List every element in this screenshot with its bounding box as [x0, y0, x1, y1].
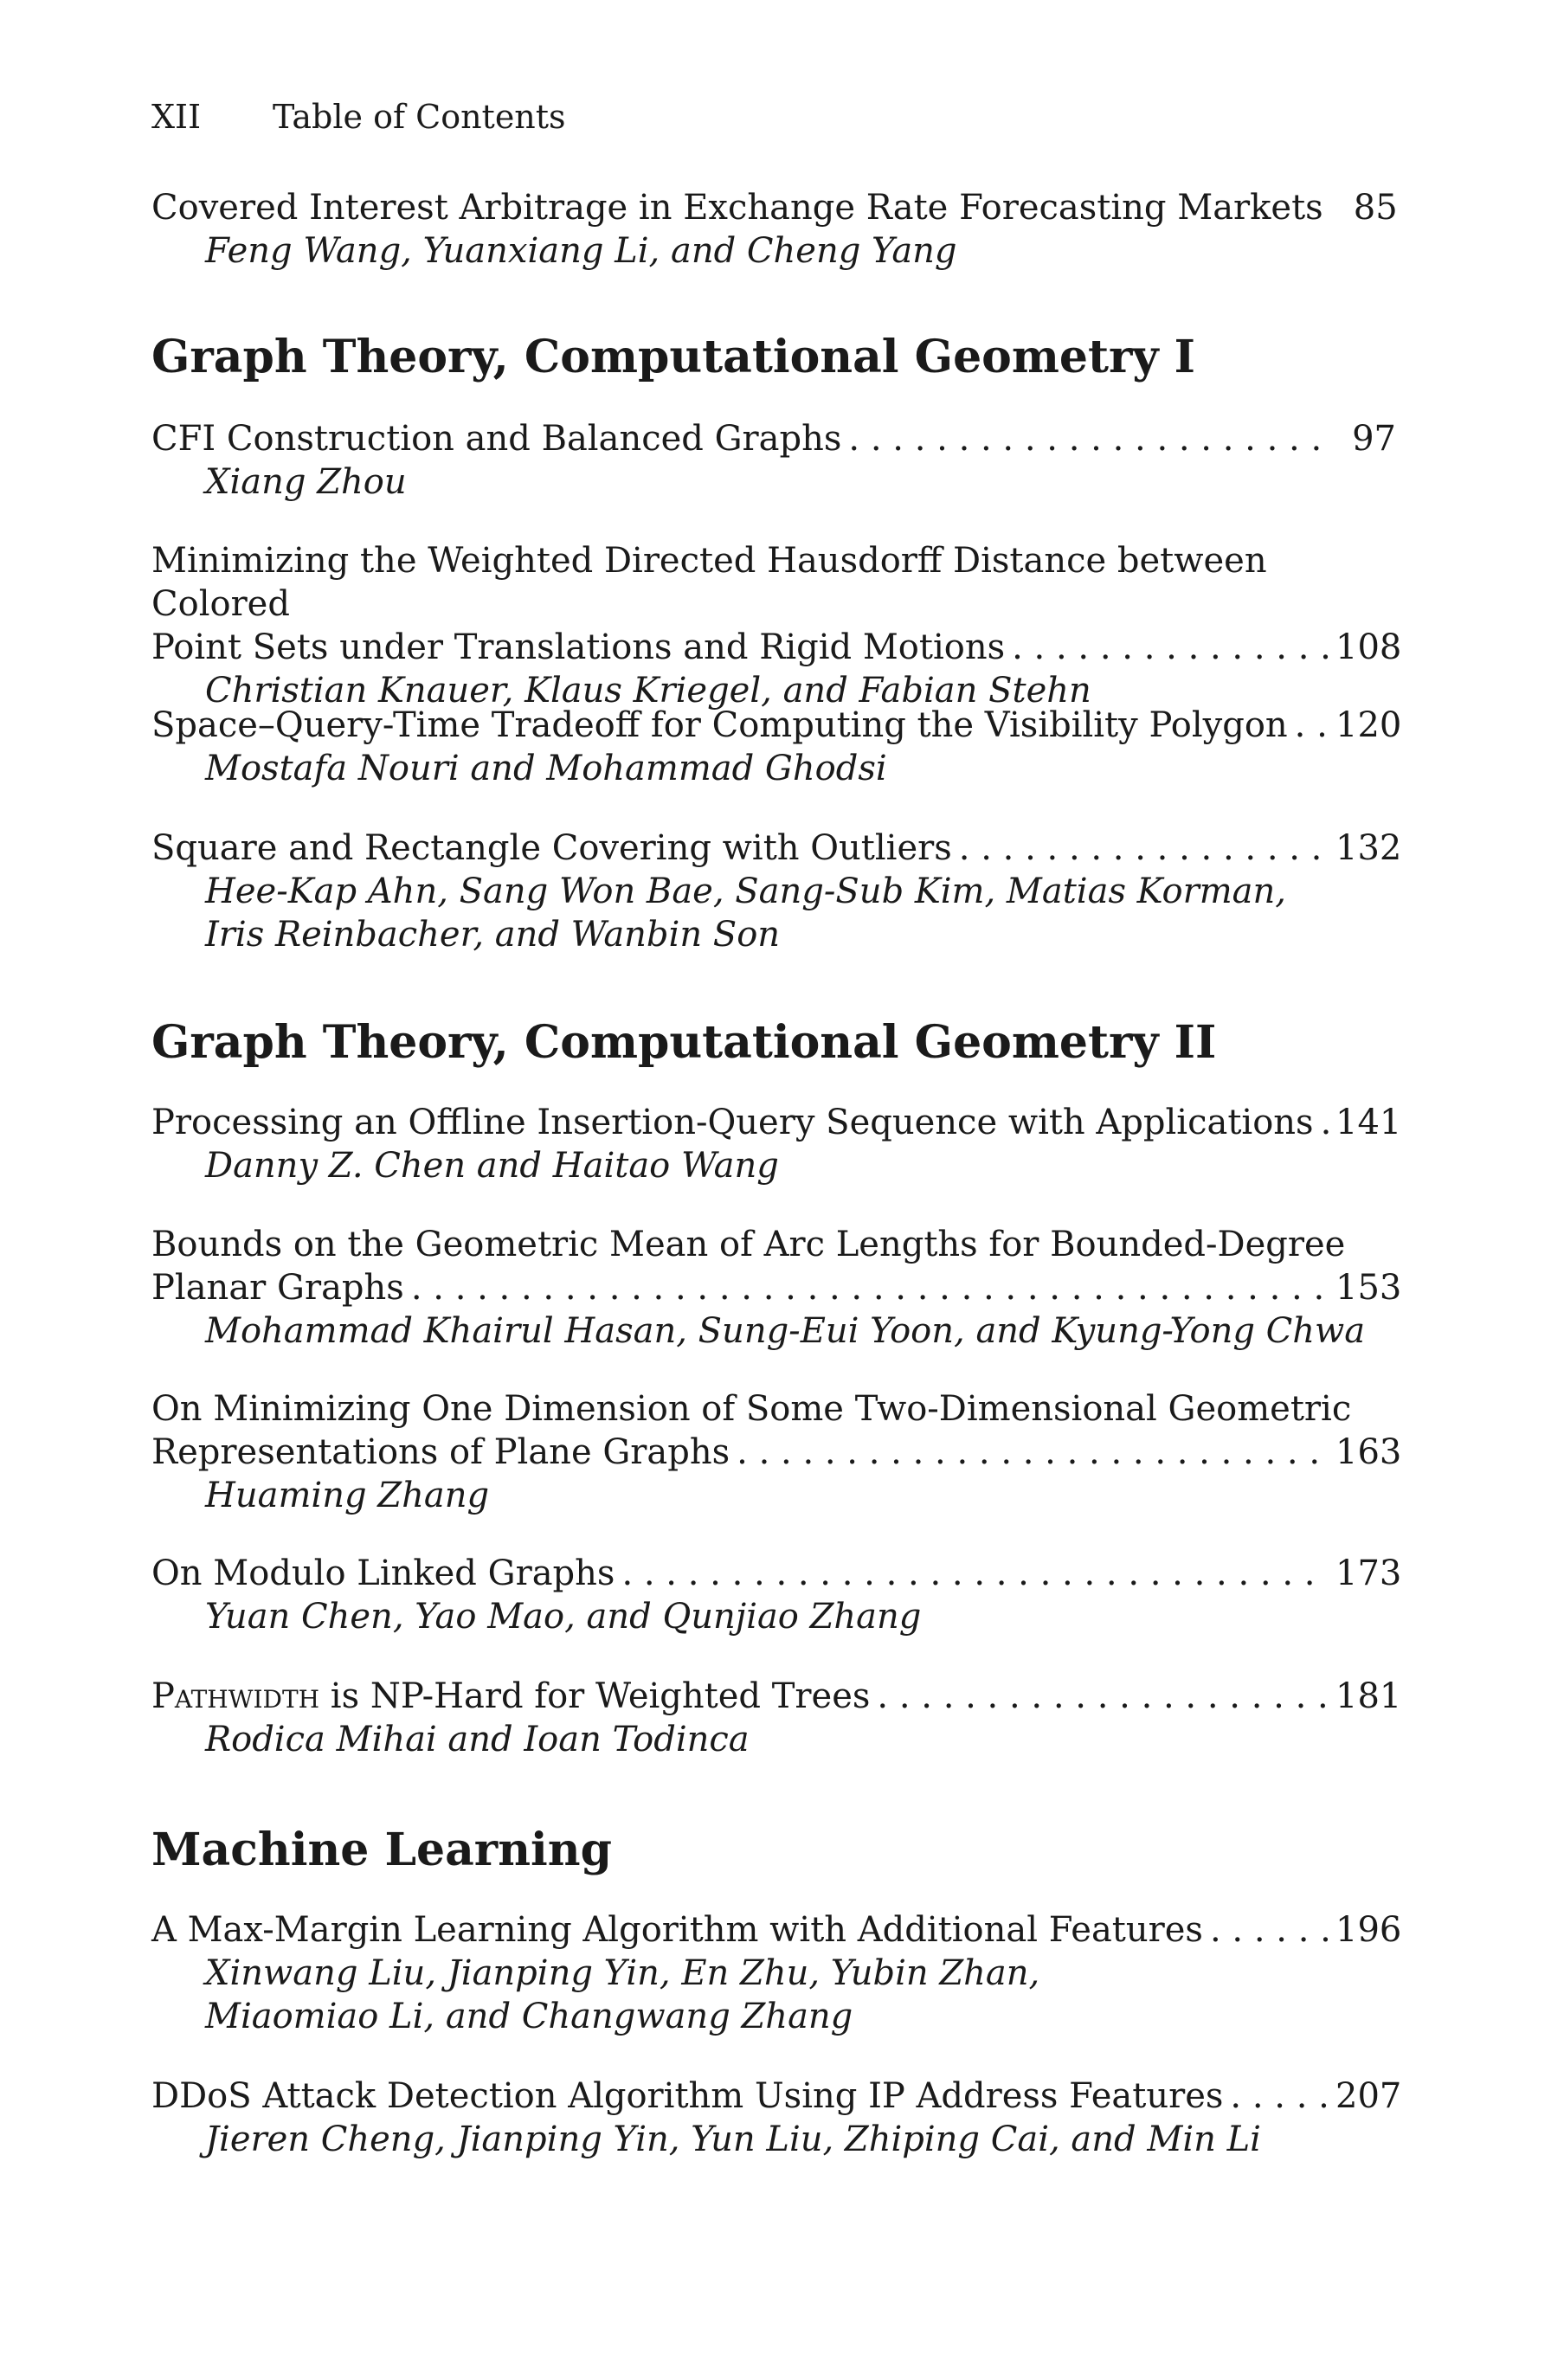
toc-entry: [151, 1552, 1402, 1638]
entry-authors: Mohammad Khairul Hasan, Sung-Eui Yoon, and Kyung-Yong Chwa: [205, 1311, 1366, 1351]
toc-entry: [151, 1223, 1402, 1353]
toc-entry: [151, 2074, 1402, 2161]
toc-entry: [151, 1675, 1402, 1761]
running-header: [151, 97, 566, 137]
entry-authors-continued: Miaomiao Li, and Changwang Zhang: [205, 1997, 853, 2036]
toc-entry: [151, 1101, 1402, 1187]
running-title: Table of Contents: [273, 98, 566, 136]
entry-page: 141: [1335, 1103, 1402, 1142]
entry-page: 181: [1335, 1676, 1402, 1716]
entry-title: [151, 1675, 870, 1718]
leader-dots: [1210, 1908, 1329, 1952]
entry-authors-continued: Iris Reinbacher, and Wanbin Son: [205, 915, 781, 955]
entry-authors: Jieren Cheng, Jianping Yin, Yun Liu, Zhiping Cai, and Min Li: [205, 2119, 1261, 2159]
leader-dots: [959, 827, 1329, 870]
toc-entry: [151, 704, 1402, 790]
entry-title: Covered Interest Arbitrage in Exchange Rate Forecasting Markets: [151, 188, 1323, 228]
entry-title: Planar Graphs: [151, 1268, 404, 1308]
entry-title: DDoS Attack Detection Algorithm Using IP Address Features: [151, 2076, 1224, 2116]
leader-dots: [1295, 704, 1329, 747]
leader-dots: [1012, 626, 1329, 669]
entry-title: Square and Rectangle Covering with Outliers: [151, 828, 952, 868]
entry-title: CFI Construction and Balanced Graphs: [151, 419, 842, 459]
entry-title: Processing an Offline Insertion-Query Sequence with Applications: [151, 1103, 1314, 1142]
leader-dots: [411, 1266, 1329, 1309]
leader-dots: [848, 417, 1329, 460]
entry-page: 163: [1335, 1432, 1402, 1472]
entry-authors: Feng Wang, Yuanxiang Li, and Cheng Yang: [205, 231, 957, 271]
entry-page: 196: [1335, 1910, 1402, 1950]
entry-title-smallcaps: Pathwidth: [151, 1676, 320, 1716]
entry-title-rest: is NP-Hard for Weighted Trees: [319, 1676, 871, 1716]
entry-page: 108: [1335, 627, 1402, 667]
leader-dots: [1230, 2074, 1329, 2118]
leader-dots: [621, 1552, 1329, 1595]
section-heading: Machine Learning: [151, 1824, 612, 1876]
section-heading: Graph Theory, Computational Geometry I: [151, 331, 1196, 383]
entry-authors: Huaming Zhang: [205, 1476, 490, 1515]
entry-authors: Xiang Zhou: [205, 462, 407, 502]
entry-title: Space–Query-Time Tradeoff for Computing the Visibility Polygon: [151, 705, 1288, 745]
entry-title: A Max-Margin Learning Algorithm with Additional Features: [151, 1910, 1203, 1950]
entry-page: 153: [1335, 1268, 1402, 1308]
toc-entry: [151, 186, 1396, 273]
entry-page: 207: [1335, 2076, 1402, 2116]
entry-title-first-line: Bounds on the Geometric Mean of Arc Lengths for Bounded-Degree: [151, 1225, 1346, 1264]
entry-authors: Danny Z. Chen and Haitao Wang: [205, 1146, 779, 1186]
entry-page: 97: [1352, 419, 1396, 459]
leader-dots: [1321, 1101, 1329, 1144]
leader-dots: [877, 1675, 1329, 1718]
entry-authors: Xinwang Liu, Jianping Yin, En Zhu, Yubin Zhan,: [205, 1953, 1040, 1993]
entry-title: Point Sets under Translations and Rigid Motions: [151, 627, 1006, 667]
entry-page: 85: [1353, 188, 1398, 228]
entry-authors: Christian Knauer, Klaus Kriegel, and Fabian Stehn: [205, 671, 1091, 711]
page-numeral: XII: [151, 98, 202, 136]
entry-page: 173: [1335, 1553, 1402, 1593]
entry-authors: Yuan Chen, Yao Mao, and Qunjiao Zhang: [205, 1597, 922, 1637]
entry-title-first-line: Minimizing the Weighted Directed Hausdorff Distance between Colored: [151, 541, 1267, 624]
toc-entry: [151, 1387, 1402, 1517]
toc-entry: [151, 417, 1396, 504]
toc-entry: [151, 1908, 1402, 2038]
toc-entry: [151, 539, 1402, 712]
toc-entry: [151, 827, 1402, 956]
entry-authors: Mostafa Nouri and Mohammad Ghodsi: [205, 749, 887, 788]
entry-authors: Hee-Kap Ahn, Sang Won Bae, Sang-Sub Kim, Matias Korman,: [205, 872, 1286, 911]
entry-title-first-line: On Minimizing One Dimension of Some Two-Dimensional Geometric: [151, 1389, 1352, 1429]
section-heading: Graph Theory, Computational Geometry II: [151, 1016, 1217, 1069]
entry-page: 120: [1335, 705, 1402, 745]
leader-dots: [737, 1431, 1329, 1474]
entry-title: Representations of Plane Graphs: [151, 1432, 730, 1472]
entry-authors: Rodica Mihai and Ioan Todinca: [205, 1720, 750, 1759]
entry-page: 132: [1335, 828, 1402, 868]
entry-title: On Modulo Linked Graphs: [151, 1553, 615, 1593]
